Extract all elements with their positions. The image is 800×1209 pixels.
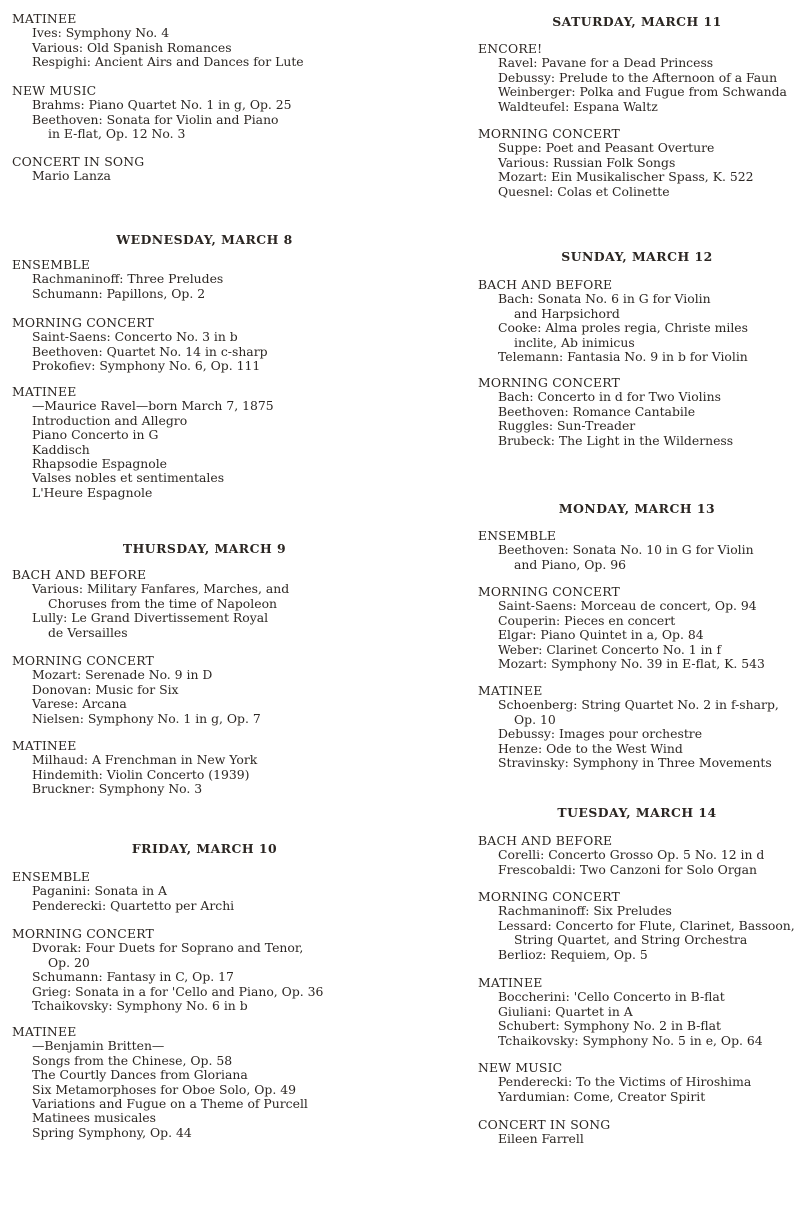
program-item-continuation: and Piano, Op. 96 bbox=[514, 556, 626, 572]
program-section bbox=[12, 739, 397, 797]
program-item: Lessard: Concerto for Flute, Clarinet, Bassoon, bbox=[498, 917, 795, 933]
program-section bbox=[478, 684, 796, 770]
program-item: Mozart: Symphony No. 39 in E-flat, K. 543 bbox=[498, 656, 765, 672]
program-item-continuation: Op. 20 bbox=[48, 954, 90, 970]
program-item: Brubeck: The Light in the Wilderness bbox=[498, 432, 734, 448]
section-title: BACH AND BEFORE bbox=[12, 567, 147, 582]
day-heading-wednesday-march-8: WEDNESDAY, MARCH 8 bbox=[116, 232, 293, 247]
program-item: Ives: Symphony No. 4 bbox=[32, 25, 170, 41]
program-item: Weinberger: Polka and Fugue from Schwanda bbox=[498, 84, 787, 100]
program-item: Rachmaninoff: Three Preludes bbox=[32, 271, 224, 287]
program-item: The Courtly Dances from Gloriana bbox=[32, 1067, 248, 1083]
program-section bbox=[478, 976, 796, 1048]
program-item: Grieg: Sonata in a for 'Cello and Piano, Op. 36 bbox=[32, 983, 324, 999]
program-item: Beethoven: Sonata for Violin and Piano bbox=[32, 111, 279, 127]
program-item: Debussy: Prelude to the Afternoon of a Faun bbox=[498, 69, 778, 85]
program-item: Tchaikovsky: Symphony No. 6 in b bbox=[32, 998, 248, 1014]
program-item: Songs from the Chinese, Op. 58 bbox=[32, 1052, 233, 1068]
program-item: Debussy: Images pour orchestre bbox=[498, 726, 703, 742]
program-item: Weber: Clarinet Concerto No. 1 in f bbox=[498, 641, 722, 657]
program-item: Various: Russian Folk Songs bbox=[498, 154, 676, 170]
section-title: ENCORE! bbox=[478, 41, 543, 56]
program-item: Beethoven: Sonata No. 10 in G for Violin bbox=[498, 542, 754, 558]
program-item-continuation: Op. 10 bbox=[514, 711, 556, 727]
program-item: Couperin: Pieces en concert bbox=[498, 612, 676, 628]
program-item: Prokofiev: Symphony No. 6, Op. 111 bbox=[32, 358, 261, 374]
program-item-continuation: String Quartet, and String Orchestra bbox=[514, 932, 748, 948]
section-title: MATINEE bbox=[12, 384, 77, 399]
program-item: Valses nobles et sentimentales bbox=[32, 470, 225, 486]
section-title: NEW MUSIC bbox=[478, 1060, 563, 1075]
program-item: Spring Symphony, Op. 44 bbox=[32, 1124, 192, 1140]
program-item: Henze: Ode to the West Wind bbox=[498, 740, 683, 756]
program-item: Penderecki: To the Victims of Hiroshima bbox=[498, 1074, 752, 1090]
program-item: L'Heure Espagnole bbox=[32, 484, 153, 500]
section-title: CONCERT IN SONG bbox=[12, 154, 145, 169]
section-title: MORNING CONCERT bbox=[12, 315, 154, 330]
program-item: Varese: Arcana bbox=[32, 696, 127, 712]
program-item: —Maurice Ravel—born March 7, 1875 bbox=[32, 398, 274, 414]
program-item: Variations and Fugue on a Theme of Purcell bbox=[32, 1096, 308, 1112]
program-item: Piano Concerto in G bbox=[32, 427, 159, 443]
program-item: Mozart: Serenade No. 9 in D bbox=[32, 667, 213, 683]
program-item: Telemann: Fantasia No. 9 in b for Violin bbox=[498, 349, 748, 365]
section-title: MORNING CONCERT bbox=[478, 375, 620, 390]
program-section bbox=[12, 870, 397, 913]
program-item: Dvorak: Four Duets for Soprano and Tenor, bbox=[32, 940, 304, 956]
program-item: Lully: Le Grand Divertissement Royal bbox=[32, 610, 269, 626]
program-section bbox=[12, 654, 397, 726]
program-item: Six Metamorphoses for Oboe Solo, Op. 49 bbox=[32, 1081, 296, 1097]
program-item: Various: Old Spanish Romances bbox=[32, 39, 232, 55]
section-title: MORNING CONCERT bbox=[12, 926, 154, 941]
program-section bbox=[12, 385, 397, 500]
program-section bbox=[478, 278, 796, 364]
program-section bbox=[478, 890, 796, 962]
section-title: MORNING CONCERT bbox=[478, 126, 620, 141]
day-heading-thursday-march-9: THURSDAY, MARCH 9 bbox=[122, 541, 287, 556]
program-item: Hindemith: Violin Concerto (1939) bbox=[32, 766, 250, 782]
program-item: Rachmaninoff: Six Preludes bbox=[498, 903, 672, 919]
program-item: Schoenberg: String Quartet No. 2 in f-sharp, bbox=[498, 697, 779, 713]
section-title: ENSEMBLE bbox=[12, 257, 91, 272]
program-item: Elgar: Piano Quintet in a, Op. 84 bbox=[498, 627, 704, 643]
program-item: Ravel: Pavane for a Dead Princess bbox=[498, 55, 714, 71]
program-item: Bach: Concerto in d for Two Violins bbox=[498, 389, 721, 405]
day-heading-sunday-march-12: SUNDAY, MARCH 12 bbox=[561, 249, 713, 264]
program-item: Berlioz: Requiem, Op. 5 bbox=[498, 946, 648, 962]
section-title: ENSEMBLE bbox=[478, 528, 557, 543]
day-heading-saturday-march-11: SATURDAY, MARCH 11 bbox=[552, 14, 722, 29]
program-item: Respighi: Ancient Airs and Dances for Lute bbox=[32, 54, 304, 70]
program-item: Mario Lanza bbox=[32, 168, 111, 184]
program-item: Kaddisch bbox=[32, 441, 90, 457]
program-item: Quesnel: Colas et Colinette bbox=[498, 183, 670, 199]
program-section bbox=[478, 529, 796, 572]
program-section bbox=[478, 1061, 796, 1104]
program-item: Eileen Farrell bbox=[498, 1131, 584, 1147]
program-section bbox=[12, 84, 397, 142]
day-heading-friday-march-10: FRIDAY, MARCH 10 bbox=[131, 841, 278, 856]
program-section bbox=[12, 927, 397, 1013]
day-heading-monday-march-13: MONDAY, MARCH 13 bbox=[558, 501, 716, 516]
section-title: BACH AND BEFORE bbox=[478, 277, 613, 292]
program-item: Boccherini: 'Cello Concerto in B-flat bbox=[498, 989, 725, 1005]
section-title: MORNING CONCERT bbox=[12, 653, 154, 668]
program-section bbox=[12, 316, 397, 374]
program-item: Stravinsky: Symphony in Three Movements bbox=[498, 755, 772, 771]
program-section bbox=[12, 1025, 397, 1140]
program-item-continuation: and Harpsichord bbox=[514, 305, 620, 321]
section-title: NEW MUSIC bbox=[12, 83, 97, 98]
program-item-continuation: Choruses from the time of Napoleon bbox=[48, 595, 278, 611]
program-item: Mozart: Ein Musikalischer Spass, K. 522 bbox=[498, 169, 754, 185]
program-section bbox=[478, 42, 796, 114]
program-section bbox=[12, 258, 397, 301]
program-section bbox=[478, 834, 796, 877]
section-title: BACH AND BEFORE bbox=[478, 833, 613, 848]
program-item: Waldteufel: Espana Waltz bbox=[498, 98, 658, 114]
program-item: Milhaud: A Frenchman in New York bbox=[32, 752, 258, 768]
program-item: —Benjamin Britten— bbox=[32, 1038, 165, 1054]
section-title: MORNING CONCERT bbox=[478, 889, 620, 904]
program-item: Brahms: Piano Quartet No. 1 in g, Op. 25 bbox=[32, 97, 292, 113]
program-item-continuation: de Versailles bbox=[48, 624, 128, 640]
program-item: Corelli: Concerto Grosso Op. 5 No. 12 in d bbox=[498, 847, 765, 863]
program-section bbox=[12, 155, 397, 184]
section-title: MORNING CONCERT bbox=[478, 584, 620, 599]
day-heading-tuesday-march-14: TUESDAY, MARCH 14 bbox=[557, 805, 717, 820]
program-section bbox=[12, 12, 397, 70]
section-title: ENSEMBLE bbox=[12, 869, 91, 884]
program-item: Saint-Saens: Concerto No. 3 in b bbox=[32, 329, 238, 345]
program-item: Matinees musicales bbox=[32, 1110, 156, 1126]
program-item: Bach: Sonata No. 6 in G for Violin bbox=[498, 291, 711, 307]
program-item: Schumann: Papillons, Op. 2 bbox=[32, 285, 206, 301]
program-section bbox=[478, 585, 796, 671]
program-item-continuation: inclite, Ab inimicus bbox=[514, 334, 635, 350]
program-item: Bruckner: Symphony No. 3 bbox=[32, 781, 203, 797]
section-title: CONCERT IN SONG bbox=[478, 1117, 611, 1132]
section-title: MATINEE bbox=[12, 11, 77, 26]
program-item: Various: Military Fanfares, Marches, and bbox=[32, 581, 290, 597]
program-item: Ruggles: Sun-Treader bbox=[498, 418, 636, 434]
program-item: Nielsen: Symphony No. 1 in g, Op. 7 bbox=[32, 710, 261, 726]
section-title: MATINEE bbox=[12, 1024, 77, 1039]
program-item-continuation: in E-flat, Op. 12 No. 3 bbox=[48, 126, 186, 142]
program-item: Schumann: Fantasy in C, Op. 17 bbox=[32, 969, 234, 985]
program-item: Giuliani: Quartet in A bbox=[498, 1003, 633, 1019]
program-item: Cooke: Alma proles regia, Christe miles bbox=[498, 320, 748, 336]
section-title: MATINEE bbox=[478, 975, 543, 990]
program-section bbox=[478, 376, 796, 448]
section-title: MATINEE bbox=[478, 683, 543, 698]
program-item: Beethoven: Romance Cantabile bbox=[498, 403, 696, 419]
program-item: Schubert: Symphony No. 2 in B-flat bbox=[498, 1018, 722, 1034]
program-item: Introduction and Allegro bbox=[32, 412, 188, 428]
program-item: Penderecki: Quartetto per Archi bbox=[32, 897, 235, 913]
program-item: Donovan: Music for Six bbox=[32, 681, 179, 697]
program-item: Suppe: Poet and Peasant Overture bbox=[498, 140, 715, 156]
program-item: Frescobaldi: Two Canzoni for Solo Organ bbox=[498, 861, 758, 877]
program-item: Beethoven: Quartet No. 14 in c-sharp bbox=[32, 343, 268, 359]
program-section bbox=[478, 127, 796, 199]
program-item: Paganini: Sonata in A bbox=[32, 883, 167, 899]
program-section bbox=[12, 568, 397, 640]
program-section bbox=[478, 1118, 796, 1147]
section-title: MATINEE bbox=[12, 738, 77, 753]
program-item: Saint-Saens: Morceau de concert, Op. 94 bbox=[498, 598, 757, 614]
program-item: Tchaikovsky: Symphony No. 5 in e, Op. 64 bbox=[498, 1032, 763, 1048]
program-item: Yardumian: Come, Creator Spirit bbox=[498, 1088, 706, 1104]
program-item: Rhapsodie Espagnole bbox=[32, 456, 168, 472]
